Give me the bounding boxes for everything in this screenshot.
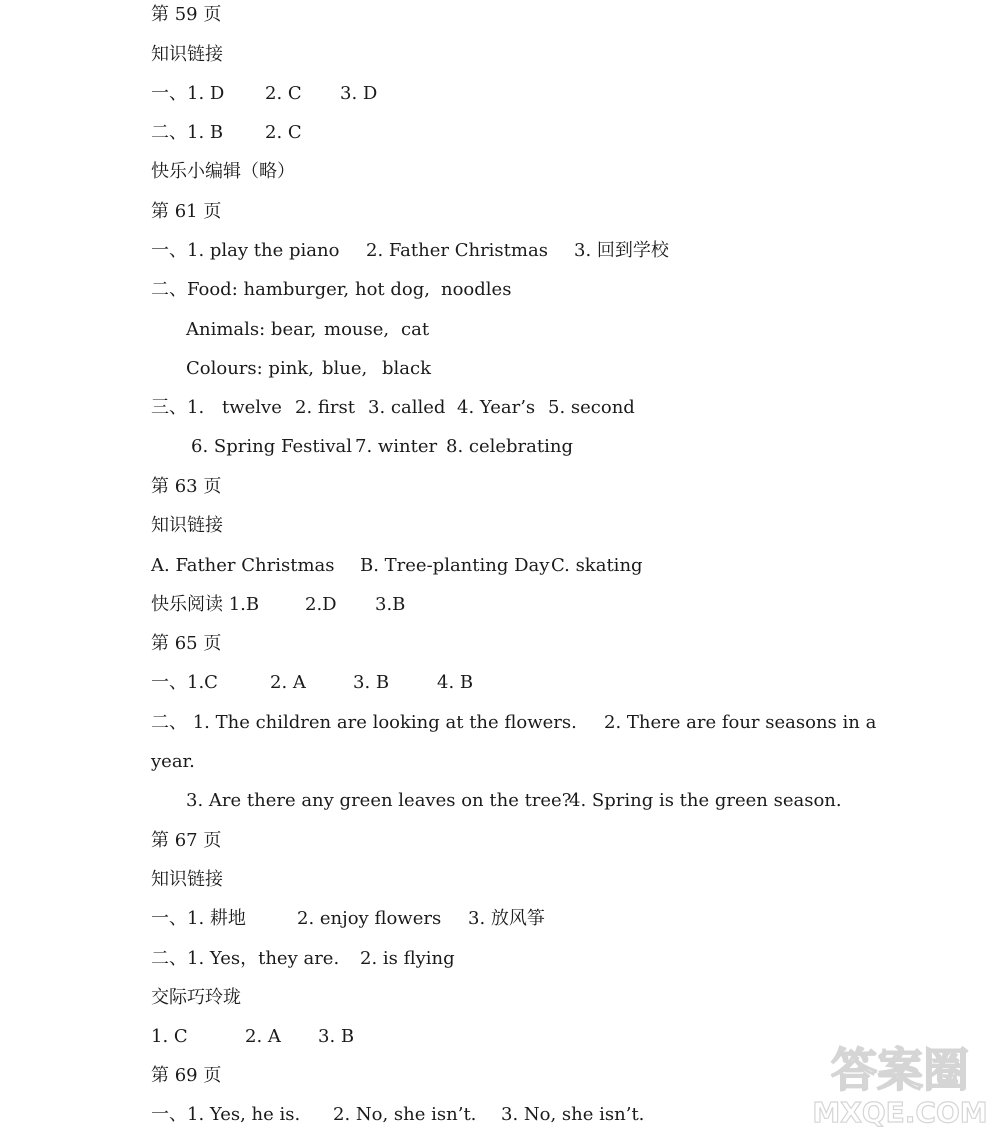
answer-text: hot dog,: [355, 279, 430, 300]
answer-text: noodles: [441, 279, 512, 300]
answer-text: 3. B: [353, 672, 390, 693]
answer-text: blue,: [322, 358, 368, 379]
answer-text: 2. C: [265, 122, 302, 143]
answer-text: 三、1.: [151, 397, 205, 418]
answer-text: 知识链接: [151, 44, 223, 65]
answer-text: Colours: pink,: [186, 358, 314, 379]
answer-text: 第 61 页: [151, 201, 222, 222]
answer-text: 3. No, she isn’t.: [501, 1104, 645, 1125]
answer-text: B. Tree-planting Day: [360, 555, 550, 576]
answer-text: 5. second: [548, 397, 635, 418]
answer-text: 一、1. play the piano: [151, 240, 340, 261]
answer-text: 第 63 页: [151, 476, 222, 497]
answer-text: black: [382, 358, 431, 379]
answer-text: 2. There are four seasons in a: [604, 712, 877, 733]
answer-text: 3. Are there any green leaves on the tree?: [186, 790, 572, 811]
answer-text: 6. Spring Festival: [191, 436, 352, 457]
watermark-bottom-text: MXQE.COM: [812, 1096, 988, 1128]
answer-text: 知识链接: [151, 515, 223, 536]
answer-text: year.: [151, 751, 195, 772]
answer-text: 二、1. Yes，they are.: [151, 948, 340, 969]
answer-text: 知识链接: [151, 869, 223, 890]
answer-text: 3. called: [368, 397, 446, 418]
answer-text: 一、1. Yes, he is.: [151, 1104, 301, 1125]
answer-text: 3. 回到学校: [574, 240, 669, 261]
answer-text: 3. B: [318, 1026, 355, 1047]
answer-text: 第 65 页: [151, 633, 222, 654]
answer-text: 第 67 页: [151, 830, 222, 851]
answer-text: A. Father Christmas: [151, 555, 335, 576]
answer-text: 8. celebrating: [446, 436, 574, 457]
answer-text: C. skating: [551, 555, 643, 576]
answer-text: 第 69 页: [151, 1065, 222, 1086]
answer-text: 2. is flying: [360, 948, 455, 969]
answer-text: 2. A: [270, 672, 306, 693]
answer-text: 2. C: [265, 83, 302, 104]
answer-text: 4. Spring is the green season.: [569, 790, 842, 811]
answer-text: 二、 1. The children are looking at the flowers.: [151, 712, 577, 733]
answer-text: cat: [401, 319, 430, 340]
answer-text: 快乐阅读 1.B: [151, 594, 260, 615]
answer-text: mouse,: [324, 319, 390, 340]
answer-text: 一、1. D: [151, 83, 225, 104]
answer-text: 一、1. 耕地: [151, 908, 246, 929]
watermark-logo: [810, 1028, 990, 1128]
answer-text: 3.B: [375, 594, 406, 615]
answer-text: 7. winter: [355, 436, 438, 457]
answer-text: 一、1.C: [151, 672, 218, 693]
answer-text: 2. enjoy flowers: [297, 908, 442, 929]
answer-text: 3. D: [340, 83, 378, 104]
answer-text: 3. 放风筝: [468, 908, 545, 929]
answer-text: 2. A: [245, 1026, 281, 1047]
answer-text: 2. No, she isn’t.: [333, 1104, 477, 1125]
answer-text: 4. Year’s: [457, 397, 536, 418]
answer-text: 2. Father Christmas: [366, 240, 548, 261]
answer-text: 第 59 页: [151, 4, 222, 25]
answer-text: twelve: [222, 397, 282, 418]
answer-text: Animals: bear,: [186, 319, 317, 340]
watermark-top-text: 答案圈: [831, 1043, 969, 1097]
answer-text: 交际巧玲珑: [151, 987, 241, 1008]
answer-text: 2.D: [305, 594, 337, 615]
answer-text: 1. C: [151, 1026, 188, 1047]
answer-text: 快乐小编辑（略）: [151, 161, 295, 182]
answer-text: 2. first: [295, 397, 355, 418]
answer-text: 二、Food: hamburger,: [151, 279, 350, 300]
answer-text: 二、1. B: [151, 122, 224, 143]
answer-text: 4. B: [437, 672, 474, 693]
